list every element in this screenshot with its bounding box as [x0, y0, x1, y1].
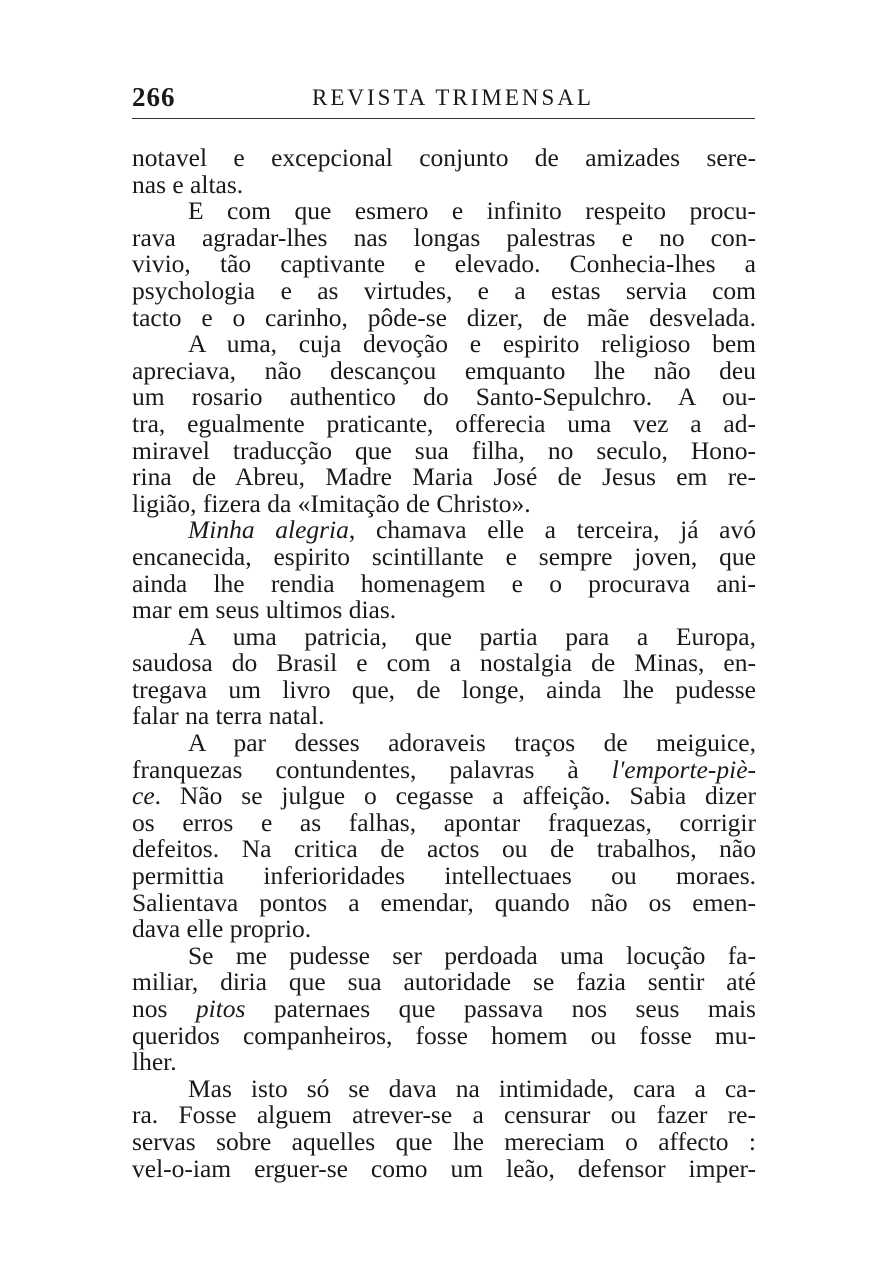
- text-line: notavel e excepcional conjunto de amizades sere-: [132, 143, 756, 172]
- text-line: vel-o-iam erguer-se como um leão, defensor imper-: [132, 1153, 756, 1183]
- text-line: tra, egualmente praticante, offerecia uma vez a ad-: [132, 408, 756, 438]
- text-line: Salientava pontos a emendar, quando não os emen-: [132, 887, 756, 917]
- page-number: 266: [132, 82, 176, 112]
- text-line: vivio, tão captivante e elevado. Conhecia-lhes a: [132, 249, 756, 279]
- text-line: lher.: [132, 1047, 177, 1077]
- italic-phrase: Minha alegria: [188, 515, 349, 545]
- body-text: [132, 145, 756, 1182]
- text-line: tregava um livro que, de longe, ainda lhe pudesse: [132, 674, 756, 704]
- text-line: A par desses adoraveis traços de meiguice,: [188, 728, 756, 758]
- text-line: Mas isto só se dava na intimidade, cara a ca-: [188, 1073, 756, 1103]
- text-line: nas e altas.: [132, 169, 244, 199]
- text-line: defeitos. Na critica de actos ou de trabalhos, não: [132, 834, 756, 864]
- text-line: nos pitos paternaes que passava nos seus mais: [132, 994, 756, 1023]
- italic-phrase: l'emporte-piè-: [611, 754, 756, 784]
- text-line: A uma, cuja devoção e espirito religioso bem: [188, 329, 756, 359]
- page-header: [132, 82, 755, 118]
- text-line: saudosa do Brasil e com a nostalgia de Minas, en-: [132, 648, 756, 678]
- text-line: A uma patricia, que partia para a Europa,: [188, 621, 756, 651]
- text-line: queridos companheiros, fosse homem ou fosse mu-: [132, 1020, 756, 1050]
- italic-phrase: ce: [132, 781, 155, 811]
- text-line: ce. Não se julgue o cegasse a affeição. Sabia dizer: [132, 781, 756, 811]
- text-line: tacto e o carinho, pôde-se dizer, de mãe desvelada.: [132, 302, 756, 332]
- text-line: dava elle proprio.: [132, 914, 312, 944]
- text-line: mar em seus ultimos dias.: [132, 595, 397, 625]
- text-line: rina de Abreu, Madre Maria José de Jesus em re-: [132, 462, 756, 492]
- text-line: psychologia e as virtudes, e a estas servia com: [132, 275, 756, 305]
- text-line: falar na terra natal.: [132, 701, 325, 731]
- text-line: franquezas contundentes, palavras à l'emporte-piè-: [132, 754, 756, 784]
- text-line: apreciava, não descançou emquanto lhe não deu: [132, 355, 756, 385]
- text-line: os erros e as falhas, apontar fraquezas, corrigir: [132, 807, 756, 837]
- text-line: Se me pudesse ser perdoada uma locução fa-: [188, 940, 756, 970]
- text-line: miliar, diria que sua autoridade se fazia sentir até: [132, 967, 756, 997]
- text-line: um rosario authentico do Santo-Sepulchro. A ou-: [132, 382, 756, 412]
- text-line: ligião, fizera da «Imitação de Christo».: [132, 488, 531, 518]
- running-title: REVISTA TRIMENSAL: [312, 85, 594, 110]
- text-line: miravel traducção que sua filha, no seculo, Hono-: [132, 435, 756, 465]
- italic-phrase: pitos: [195, 994, 246, 1023]
- text-line: encanecida, espirito scintillante e sempre joven, que: [132, 541, 756, 571]
- header-rule: [132, 118, 755, 119]
- text-line: servas sobre aquelles que lhe mereciam o affecto :: [132, 1126, 756, 1156]
- text-line: ra. Fosse alguem atrever-se a censurar ou fazer re-: [132, 1100, 756, 1130]
- text-line-italic-lead: Minha alegria, chamava elle a terceira, já avó: [188, 515, 756, 545]
- text-line: rava agradar-lhes nas longas palestras e no con-: [132, 222, 756, 252]
- text-line: E com que esmero e infinito respeito procu-: [188, 196, 756, 226]
- text-line: ainda lhe rendia homenagem e o procurava ani-: [132, 568, 756, 598]
- text-line: permittia inferioridades intellectuaes ou moraes.: [132, 861, 756, 891]
